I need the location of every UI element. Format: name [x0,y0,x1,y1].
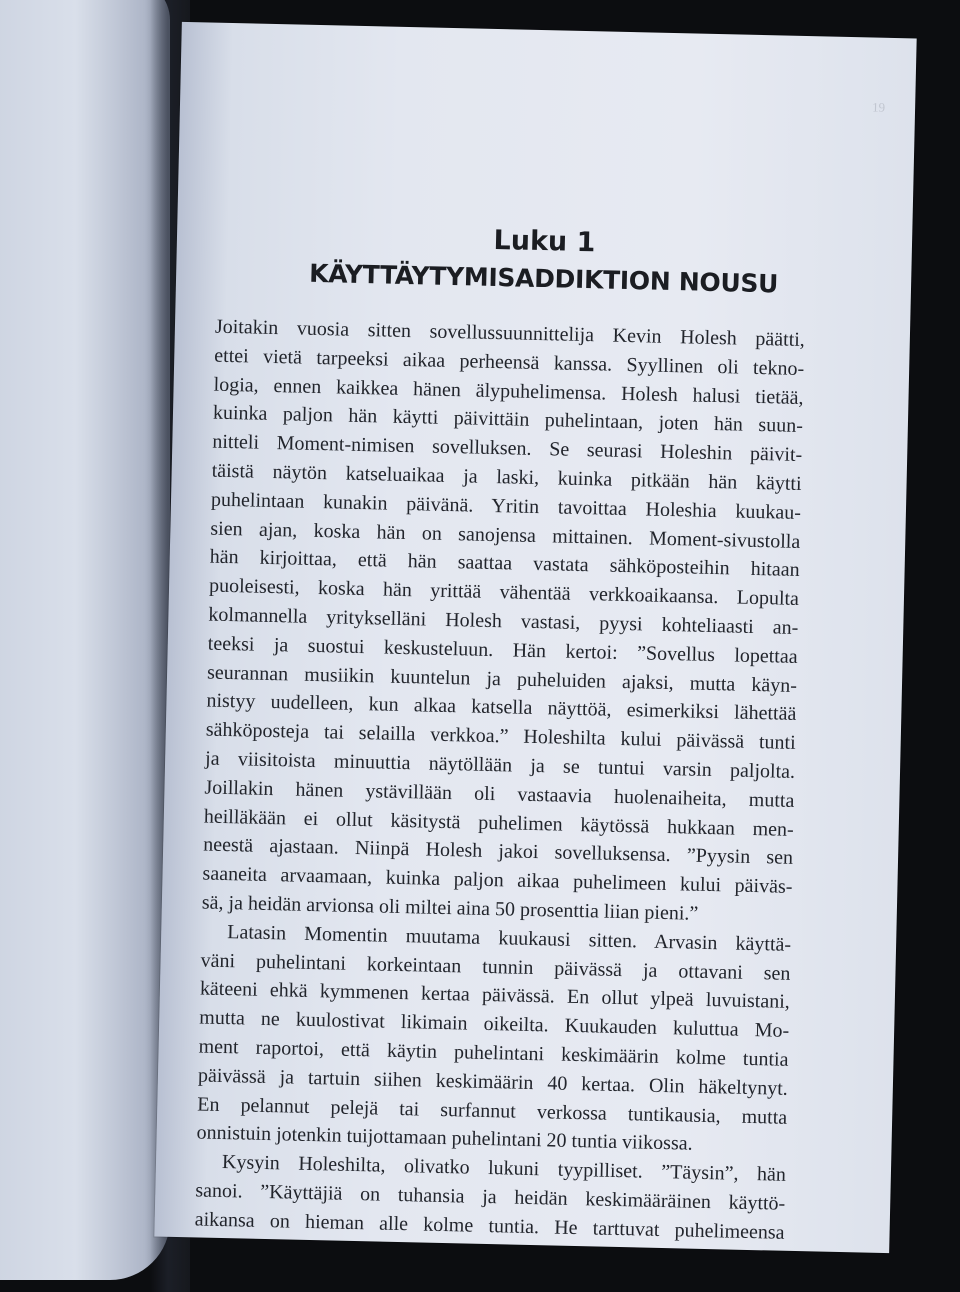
book-page [154,22,916,1253]
text-line: seurannan musiikin kuuntelun ja puheluiden ajaksi, mutta käyn- [206,661,798,697]
paragraph [202,313,806,931]
text-line: neestä ajastaan. Niinpä Holesh jakoi sovelluksensa. ”Pyysin sen [202,833,794,870]
text-line: kolmannella yritykselläni Holesh vastasi, pyysi kohteliaasti an- [208,603,799,639]
text-line: En pelannut pelejä tai surfannut verkossa tuntikausia, mutta [197,1092,788,1129]
text-line: hän kirjoittaa, että hän saattaa vastata sähköposteihin hitaan [209,545,800,582]
text-line: ment raportoi, että käytin puhelintani keskimäärin kolme tuntia [198,1035,789,1071]
text-line: puoleisesti, koska hän yrittää vähentää verkkoaikaansa. Lopulta [208,574,800,611]
paragraph [196,917,791,1161]
left-page-edge [0,0,170,1280]
chapter-title: KÄYTTÄYTYMISADDIKTION NOUSU [308,258,779,299]
text-line: sähköposteja tai selailla verkkoa.” Holeshilta kului päivässä tunti [205,718,796,755]
text-line: Latasin Momentin muutama kuukausi sitten. Arvasin käyttä- [226,920,792,956]
text-line: logia, ennen kaikkea hänen älypuhelimensa. Holesh halusi tietää, [213,373,804,409]
text-line: Joillakin hänen ystävillään oli vastaavia huolenaiheita, mutta [204,776,795,812]
text-line: sien ajan, koska hän on sanojensa mittainen. Moment-sivustolla [210,517,801,553]
text-line: ja viisitoista minuuttia näytöllään ja se tuntui varsin paljolta. [204,747,796,783]
body-text [194,313,805,1248]
text-line: käteeni ehkä kymmenen kertaa päivässä. En ollut ylpeä luvuistani, [199,977,791,1014]
text-line: kuinka paljon hän käytti päivittäin puhelintaan, joten hän suun- [212,402,804,438]
text-line: nistyy uudelleen, kun alkaa katsella näyttöä, esimerkiksi lähettää [206,689,797,726]
paragraph [194,1148,786,1248]
text-line: väni puhelintani korkeintaan tunnin päivässä ja ottavani sen [200,949,791,985]
text-line: teeksi ja suostui keskusteluun. Hän kertoi: ”Sovellus lopettaa [207,632,798,668]
text-line: heilläkään ei ollut käsitystä puhelimen käytössä hukkaan men- [203,805,794,841]
text-line: Joitakin vuosia sitten sovellussuunnittelija Kevin Holesh päätti, [214,315,806,352]
text-line: mutta ne kuulostivat likimain oikeilta. Kuukauden kuluttua Mo- [199,1006,790,1042]
text-line: aikansa on hieman alle kolme tuntia. He tarttuvat puhelimeensa [194,1208,785,1244]
chapter-number: Luku 1 [493,224,596,259]
text-line: sä, ja heidän arvionsa oli miltei aina 50 prosenttia liian pieni.” [201,891,699,925]
text-line: saaneita arvaamaan, kuinka paljon aikaa puhelimeen kului päiväs- [202,862,793,899]
text-line: nitteli Moment-nimisen sovelluksen. Se seurasi Holeshin päivit- [212,430,803,467]
text-line: Kysyin Holeshilta, olivatko lukuni tyypilliset. ”Täysin”, hän [221,1151,787,1186]
text-line: täistä näytön katseluaikaa ja laski, kuinka pitkään hän käytti [211,459,802,495]
text-line: onnistuin jotenkin tuijottamaan puhelintani 20 tuntia viikossa. [196,1121,693,1156]
text-line: päivässä ja tartuin siihen keskimäärin 40 kertaa. Olin häkeltynyt. [197,1064,789,1100]
page-number: 19 [871,99,886,115]
text-line: puhelintaan kunakin päivänä. Yritin tavoittaa Holeshia kuukau- [210,488,802,524]
text-line: sanoi. ”Käyttäjiä on tuhansia ja heidän keskimääräinen käyttö- [195,1179,786,1215]
text-line: ettei vietä tarpeeksi aikaa perheensä kanssa. Syyllinen oli tekno- [214,344,805,380]
